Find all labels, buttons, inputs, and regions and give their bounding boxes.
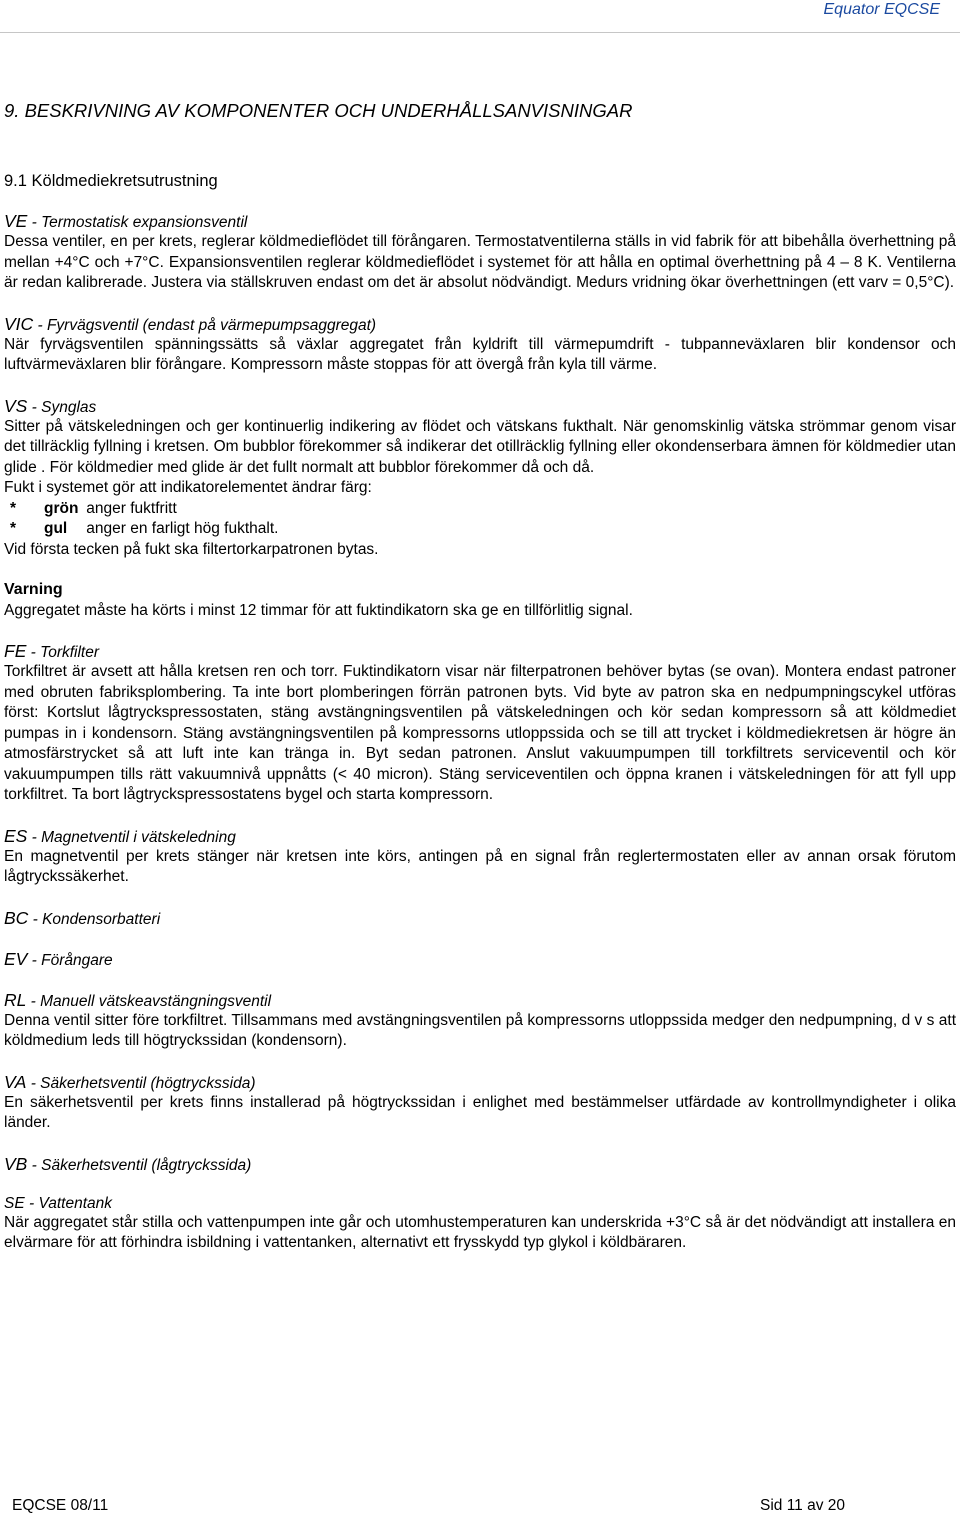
component-heading — [4, 826, 956, 847]
component-title: - Kondensorbatteri — [28, 910, 161, 928]
component-code: VB — [4, 1153, 28, 1174]
component-code: BC — [4, 907, 29, 928]
component-rl — [4, 990, 956, 1052]
document-body — [4, 100, 956, 1274]
component-vic — [4, 314, 956, 376]
component-code: VE — [4, 211, 28, 231]
component-va — [4, 1072, 956, 1134]
component-text: När fyrvägsventilen spänningssätts så växlar aggregatet från kyldrift till värmepumdrift - tubpanneväxlaren blir kondensor och luftvärmeväxlaren blir förångare. Kompressorn måste stoppas för att övergå från kyla till värme. — [4, 335, 956, 373]
spacer — [4, 560, 956, 580]
chapter-title: 9. BESKRIVNING AV KOMPONENTER OCH UNDERHÅLLSANVISNINGAR — [4, 100, 633, 121]
moisture-outro: Vid första tecken på fukt ska filtertorkarpatronen bytas. — [4, 540, 379, 558]
component-title: - Synglas — [27, 398, 97, 416]
indicator-color: gul — [44, 520, 68, 537]
footer-doc-id: EQCSE 08/11 — [12, 1497, 109, 1514]
component-heading — [4, 1154, 956, 1175]
component-fe — [4, 641, 956, 806]
moisture-intro: Fukt i systemet gör att indikatorelementet ändrar färg: — [4, 479, 372, 496]
section-title: 9.1 Köldmediekretsutrustning — [4, 172, 218, 190]
warning-title: Varning — [4, 581, 63, 598]
component-title: - Förångare — [27, 951, 113, 969]
component-bc — [4, 908, 956, 929]
component-title: - Termostatisk expansionsventil — [27, 214, 248, 231]
component-vb — [4, 1154, 956, 1175]
component-code: VA — [4, 1071, 27, 1092]
component-text: Denna ventil sitter före torkfiltret. Tillsammans med avstängningsventilen på kompressorns utloppssida medger den nedpumpning, d v s att köldmedium leds till högtryckssidan (kondensorn). — [4, 1011, 956, 1049]
moisture-item-yellow — [4, 519, 956, 540]
component-title: SE - Vattentank — [4, 1194, 112, 1212]
component-code: FE — [4, 641, 27, 661]
header-divider — [0, 32, 960, 33]
moisture-item-green — [4, 499, 956, 520]
component-text: En magnetventil per krets stänger när kretsen inte körs, antingen på en signal från reglertermostaten eller av annan orsak förutom lågtryckssäkerhet. — [4, 847, 956, 885]
bullet-star: * — [10, 520, 17, 537]
indicator-color: grön — [44, 499, 79, 517]
component-code: EV — [4, 948, 28, 969]
component-ev — [4, 949, 956, 970]
component-text: En säkerhetsventil per krets finns installerad på högtryckssidan i enlighet med bestämmelser utfärdade av kontrollmyndigheter i olika länder. — [4, 1093, 956, 1131]
footer-page-number: Sid 11 av 20 — [760, 1497, 846, 1514]
component-title: - Magnetventil i vätskeledning — [27, 828, 236, 846]
component-heading — [4, 641, 956, 662]
component-es — [4, 826, 956, 888]
component-code: ES — [4, 825, 28, 846]
component-title: - Torkfilter — [26, 644, 100, 661]
component-code: VS — [4, 395, 28, 416]
header-brand: Equator EQCSE — [823, 1, 940, 18]
component-heading — [4, 990, 956, 1011]
component-heading — [4, 949, 956, 970]
component-vs — [4, 396, 956, 622]
component-se — [4, 1195, 956, 1254]
bullet-star: * — [10, 499, 17, 517]
component-title: - Fyrvägsventil (endast på värmepumpsaggregat) — [33, 316, 377, 334]
component-heading — [4, 908, 956, 929]
indicator-meaning: anger fuktfritt — [82, 499, 177, 517]
component-text: När aggregatet står stilla och vattenpumpen inte går och utomhustemperaturen kan underskrida +3°C så är det nödvändigt att installera en elvärmare för att förhindra isbildning i vattentanken, alternativt ett frysskydd typ glykol i köldbäraren. — [4, 1213, 956, 1251]
indicator-meaning: anger en farligt hög fukthalt. — [82, 520, 279, 537]
component-ve — [4, 211, 956, 294]
component-text: Dessa ventiler, en per krets, reglerar köldmedieflödet till förångaren. Termostatventilerna ställs in vid fabrik för att bibehålla överhettning på mellan +4°C och +7°C. Expansionsventilen reglerar köldmedieflödet i systemet för att hålla en optimal överhettning på 4 – 8 K. Ventilerna är redan kalibrerade. Justera via ställskruven endast om det är absolut nödvändigt. Medurs vridning ökar överhettningen (ett varv = 0,5°C). — [4, 233, 956, 291]
component-title: - Säkerhetsventil (lågtryckssida) — [27, 1156, 252, 1174]
footer-divider — [10, 1490, 950, 1491]
component-heading — [4, 314, 956, 335]
warning-text: Aggregatet måste ha körts i minst 12 timmar för att fuktindikatorn ska ge en tillförlitlig signal. — [4, 601, 633, 619]
component-code: VIC — [4, 313, 34, 334]
component-code: RL — [4, 989, 27, 1010]
component-text: Sitter på vätskeledningen och ger kontinuerlig indikering av flödet och vätskans fukthalt. När genomskinlig vätska strömmar genom visar det tillräcklig fyllning i kretsen. Om bubblor förekommer så indikerar det otillräcklig fyllning eller okondenserbara ämnen för köldmedier utan glide . För köldmedier med glide är det fullt normalt att bubblor förekommer då och då. — [4, 417, 956, 476]
component-heading — [4, 211, 956, 232]
component-heading — [4, 396, 956, 417]
component-text: Torkfiltret är avsett att hålla kretsen ren och torr. Fuktindikatorn visar när filterpatronen behöver bytas (se ovan). Montera endast patroner med obruten fabriksplombering. Ta inte bort plomberingen förrän patronen byts. Vid byte av patron ska en nedpumpningscykel utföras först: Kortslut lågtryckspressostaten, stäng avstängningsventilen på vätskeledningen och kör sedan kompressorn så att köldmediet pumpas in i kondensorn. Stäng avstängningsventilen på kompressorns utloppssida och se till att trycket i köldmediekretsen är högre än atmosfärstrycket så att luft inte kan tränga in. Byt sedan patronen. Anslut vakuumpumpen till torkfiltrets serviceventil och kör vakuumpumpen tills rätt vakuumnivå uppnåtts (< 40 micron). Stäng serviceventilen och öppna kranen i vätskeledningen för att fyll upp torkfiltret. Ta bort lågtryckspressostatens bygel och starta kompressorn. — [4, 663, 956, 803]
component-title: - Säkerhetsventil (högtryckssida) — [26, 1074, 256, 1092]
component-heading — [4, 1072, 956, 1093]
component-title: - Manuell vätskeavstängningsventil — [26, 992, 272, 1010]
